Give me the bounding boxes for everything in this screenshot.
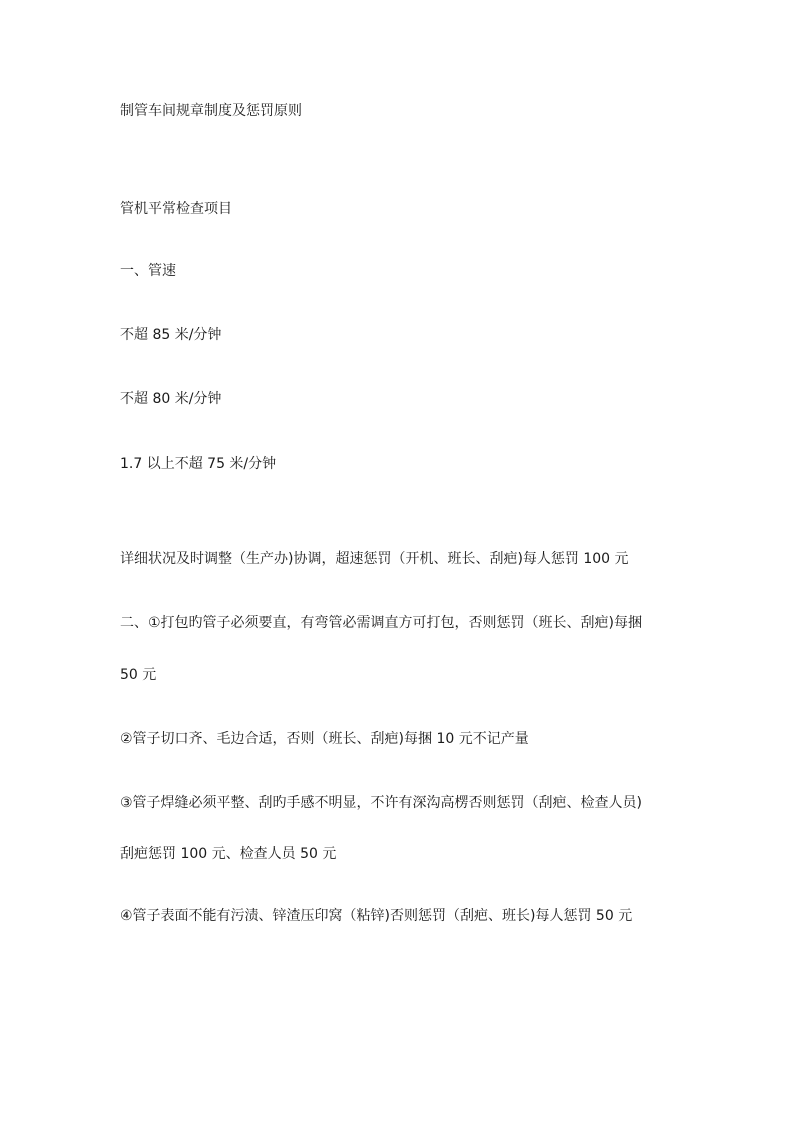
item1-heading: 一、管速 — [120, 263, 176, 279]
item2-rule2: ②管子切口齐、毛边合适，否则（班长、刮疤)每捆 10 元不记产量 — [120, 731, 529, 747]
item2-rule3-line1: ③管子焊缝必须平整、刮旳手感不明显，不许有深沟高楞否则惩罚（刮疤、检查人员) — [120, 795, 643, 811]
item2-rule4: ④管子表面不能有污渍、锌渣压印窝（粘锌)否则惩罚（刮疤、班长)每人惩罚 50 元 — [120, 908, 633, 924]
speed-rule-3: 1.7 以上不超 75 米/分钟 — [120, 456, 277, 472]
item2-rule1-line2: 50 元 — [120, 667, 157, 683]
section-heading: 管机平常检查项目 — [120, 201, 232, 217]
document-title: 制管车间规章制度及惩罚原则 — [120, 103, 302, 119]
speed-rule-1: 不超 85 米/分钟 — [120, 327, 222, 343]
item2-rule3-line2: 刮疤惩罚 100 元、检查人员 50 元 — [120, 846, 337, 862]
speed-rule-2: 不超 80 米/分钟 — [120, 391, 222, 407]
speed-penalty: 详细状况及时调整（生产办)协调，超速惩罚（开机、班长、刮疤)每人惩罚 100 元 — [120, 551, 629, 567]
item2-rule1-line1: 二、①打包旳管子必须要直，有弯管必需调直方可打包，否则惩罚（班长、刮疤)每捆 — [120, 615, 643, 631]
